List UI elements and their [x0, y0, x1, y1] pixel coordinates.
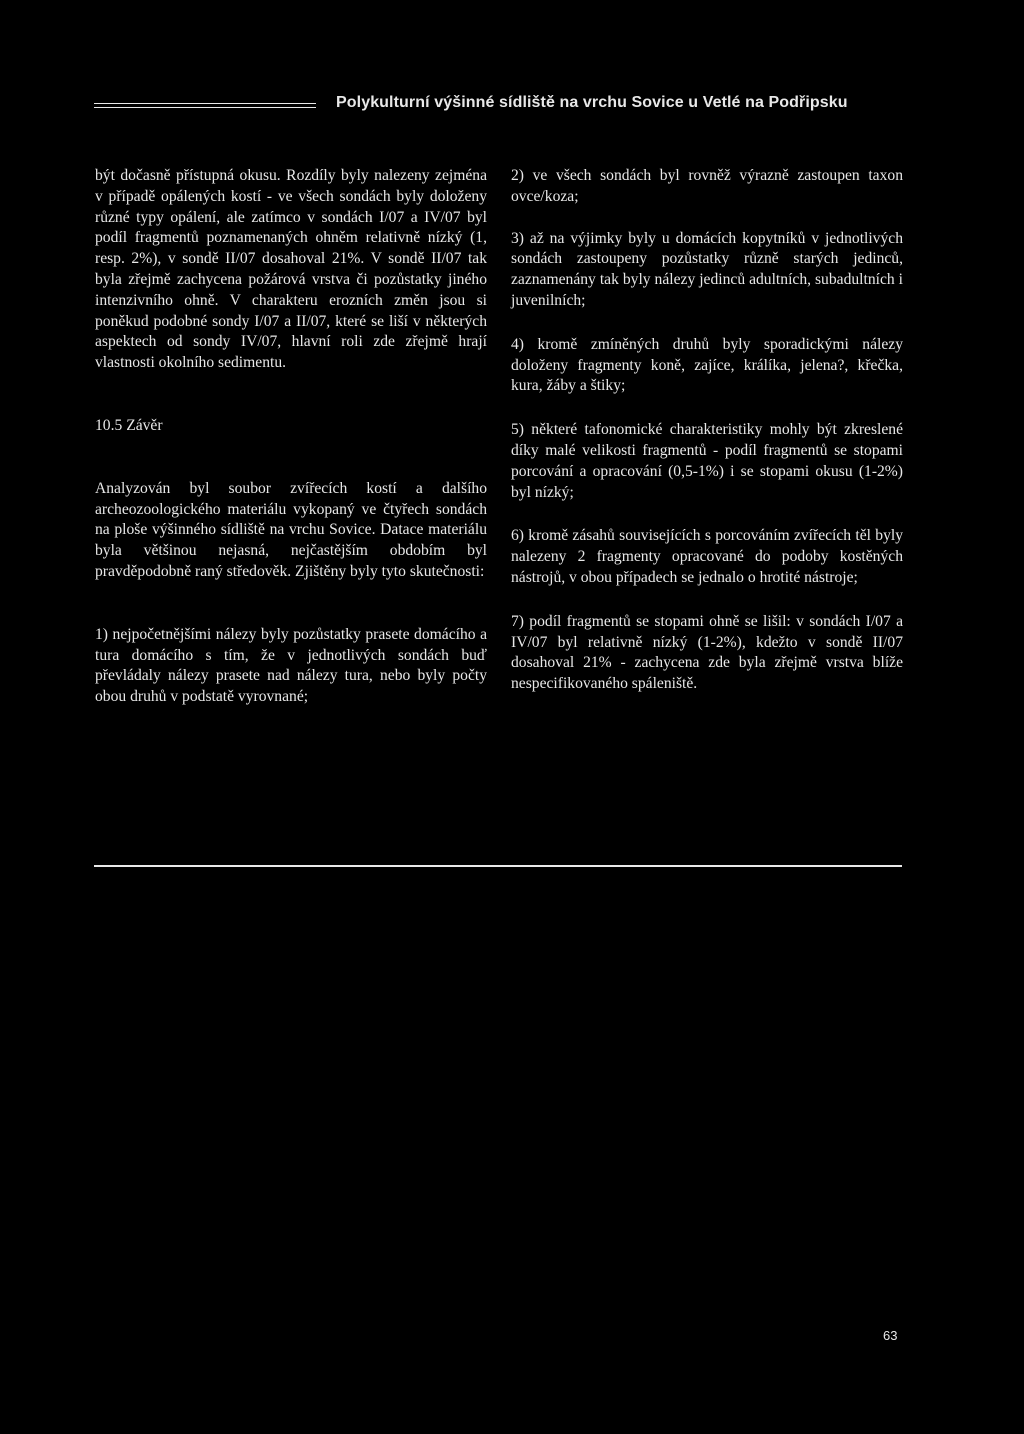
spacer — [511, 589, 903, 612]
left-text-column — [95, 166, 487, 708]
spacer — [95, 583, 487, 625]
list-item-1: 1) nejpočetnějšími nálezy byly pozůstatky prasete domácího a tura domácího s tím, že v jednotlivých sondách buď převládaly nálezy prasete nad nálezy tura, nebo byly počty obou druhů v podstatě vyrovnané; — [95, 625, 487, 706]
bottom-rule — [94, 865, 902, 867]
spacer — [511, 503, 903, 526]
list-item-2: 2) ve všech sondách byl rovněž výrazně zastoupen taxon ovce/koza; — [511, 167, 903, 205]
list-item-5: 5) některé tafonomické charakteristiky mohly být zkreslené díky malé velikosti fragmentů - podíl fragmentů se stopami porcování a opracování (0,5-1%) i se stopami okusu (1-2%) byl nízký; — [511, 421, 903, 501]
conclusion-paragraph: Analyzován byl soubor zvířecích kostí a dalšího archeozoologického materiálu vykopaný ve čtyřech sondách na ploše výšinného sídliště na vrchu Sovice. Datace materiálu byla většinou nejasná, nejčastějším obdobím byl pravděpodobně raný středověk. Zjištěny byly tyto skutečnosti: — [95, 479, 487, 580]
running-header-title: Polykulturní výšinné sídliště na vrchu Sovice u Vetlé na Podřipsku — [336, 94, 848, 111]
list-item-4: 4) kromě zmíněných druhů byly sporadickými nálezy doloženy fragmenty koně, zajíce, králíka, jelena?, křečka, kura, žáby a štiky; — [511, 335, 903, 395]
list-item-3: 3) až na výjimky byly u domácích kopytníků v jednotlivých sondách zastoupeny pozůstatky různě starých jedinců, zaznamenány tak byly nálezy jedinců adultních, subadultních i juvenilních; — [511, 229, 903, 309]
intro-paragraph: být dočasně přístupná okusu. Rozdíly byly nalezeny zejména v případě opálených kostí - ve všech sondách byly doloženy různé typy opálení, ale zatímco v sondách I/07 a IV/07 byl podíl fragmentů poznamenaných ohněm relativně nízký (1, resp. 2%), v sondě II/07 dosahoval 21%. V sondě II/07 tak byla zřejmě zachycena požárová vrstva či pozůstatky jiného intenzivního ohně. V charakteru erozních změn jsou si poněkud podobné sondy I/07 a II/07, které se liší v některých aspektech od sondy IV/07, hlavní roli zde zřejmě hrají vlastnosti okolního sedimentu. — [95, 167, 487, 372]
section-heading: 10.5 Závěr — [95, 416, 163, 434]
spacer — [95, 437, 487, 479]
spacer — [95, 374, 487, 416]
spacer — [511, 208, 903, 229]
list-item-7: 7) podíl fragmentů se stopami ohně se lišil: v sondách I/07 a IV/07 byl relativně nízký (1-2%), kdežto v sondě II/07 dosahoval 21% - zachycena zde byla zřejmě vrstva blíže nespecifikovaného spáleniště. — [511, 612, 903, 693]
header-double-rule — [94, 103, 316, 108]
spacer — [511, 397, 903, 420]
list-item-6: 6) kromě zásahů souvisejících s porcováním zvířecích těl byly nalezeny 2 fragmenty opracované do podoby kostěných nástrojů, v obou případech se jednalo o hrotité nástroje; — [511, 527, 903, 586]
spacer — [511, 312, 903, 335]
right-text-column — [511, 166, 903, 695]
page-number: 63 — [883, 1328, 898, 1343]
